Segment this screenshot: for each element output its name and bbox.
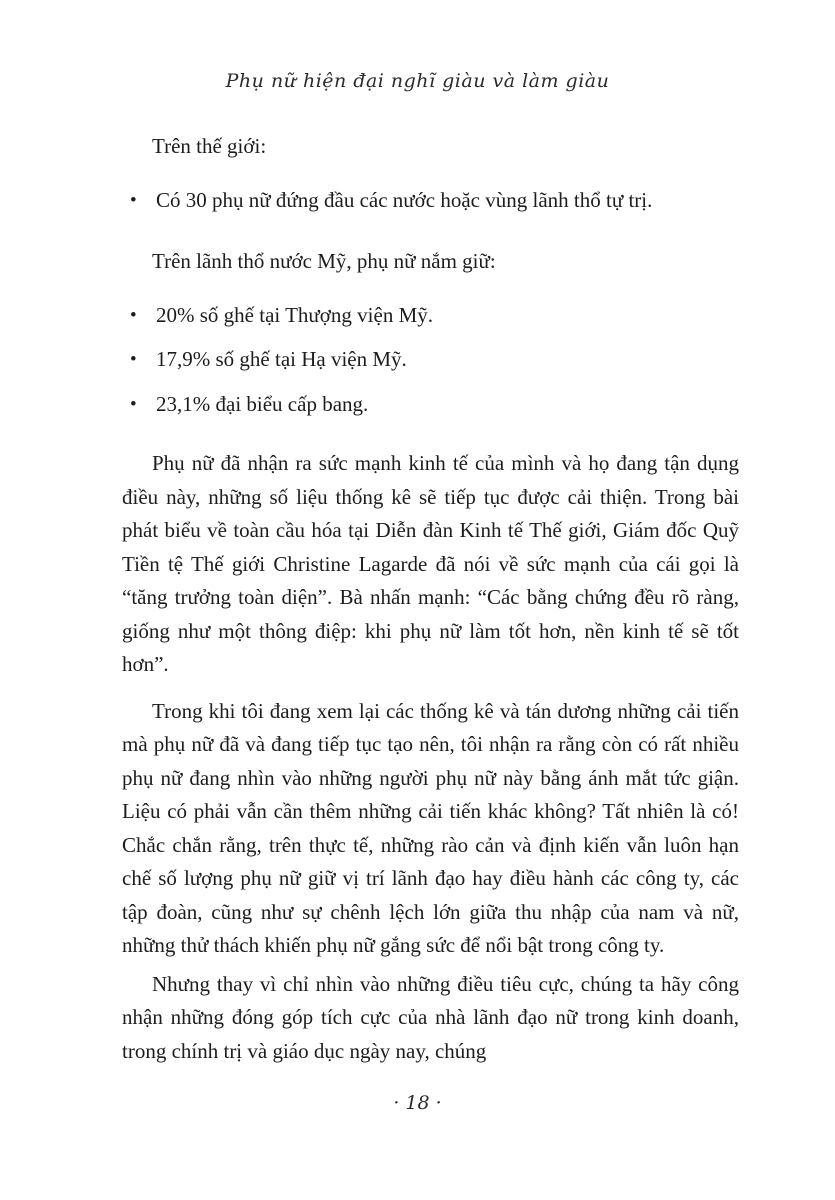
bullet-glyph: • <box>130 393 137 415</box>
bullet-glyph: • <box>130 189 137 211</box>
page-content <box>122 130 739 1068</box>
bullet-text: Có 30 phụ nữ đứng đầu các nước hoặc vùng lãnh thổ tự trị. <box>156 187 653 212</box>
bullet-glyph: • <box>130 304 137 326</box>
running-header: Phụ nữ hiện đại nghĩ giàu và làm giàu <box>225 70 610 92</box>
bullet-item <box>122 388 739 422</box>
paragraph: Trong khi tôi đang xem lại các thống kê và tán dương những cải tiến mà phụ nữ đã và đang tiếp tục tạo nên, tôi nhận ra rằng còn có rất nhiều phụ nữ đang nhìn vào những người phụ nữ này bằng ánh mắt tức giận. Liệu có phải vẫn cần thêm những cải tiến khác không? Tất nhiên là có! Chắc chắn rằng, trên thực tế, những rào cản và định kiến vẫn luôn hạn chế số lượng phụ nữ giữ vị trí lãnh đạo hay điều hành các công ty, các tập đoàn, cũng như sự chênh lệch lớn giữa thu nhập của nam và nữ, những thử thách khiến phụ nữ gắng sức để nổi bật trong công ty. <box>122 698 739 957</box>
bullet-text: 17,9% số ghế tại Hạ viện Mỹ. <box>156 347 407 371</box>
bullet-glyph: • <box>130 349 137 370</box>
bullet-item <box>122 343 739 377</box>
bullet-text: 23,1% đại biểu cấp bang. <box>156 391 369 416</box>
lead-in-world: Trên thế giới: <box>152 134 267 158</box>
paragraph: Phụ nữ đã nhận ra sức mạnh kinh tế của mình và họ đang tận dụng điều này, những số liệu thống kê sẽ tiếp tục được cải thiện. Trong bài phát biểu về toàn cầu hóa tại Diễn đàn Kinh tế Thế giới, Giám đốc Quỹ Tiền tệ Thế giới Christine Lagarde đã nói về sức mạnh của cái gọi là “tăng trưởng toàn diện”. Bà nhấn mạnh: “Các bằng chứng đều rõ ràng, giống như một thông điệp: khi phụ nữ làm tốt hơn, nền kinh tế sẽ tốt hơn”. <box>122 451 739 676</box>
lead-in-us: Trên lãnh thổ nước Mỹ, phụ nữ nắm giữ: <box>152 249 496 273</box>
bullet-item <box>122 184 739 218</box>
bullet-item <box>122 299 739 333</box>
paragraph: Nhưng thay vì chỉ nhìn vào những điều tiêu cực, chúng ta hãy công nhận những đóng góp tích cực của nhà lãnh đạo nữ trong kinh doanh, trong chính trị và giáo dục ngày nay, chúng <box>122 971 739 1063</box>
page-number: · 18 · <box>393 1092 442 1114</box>
bullet-text: 20% số ghế tại Thượng viện Mỹ. <box>156 302 433 327</box>
